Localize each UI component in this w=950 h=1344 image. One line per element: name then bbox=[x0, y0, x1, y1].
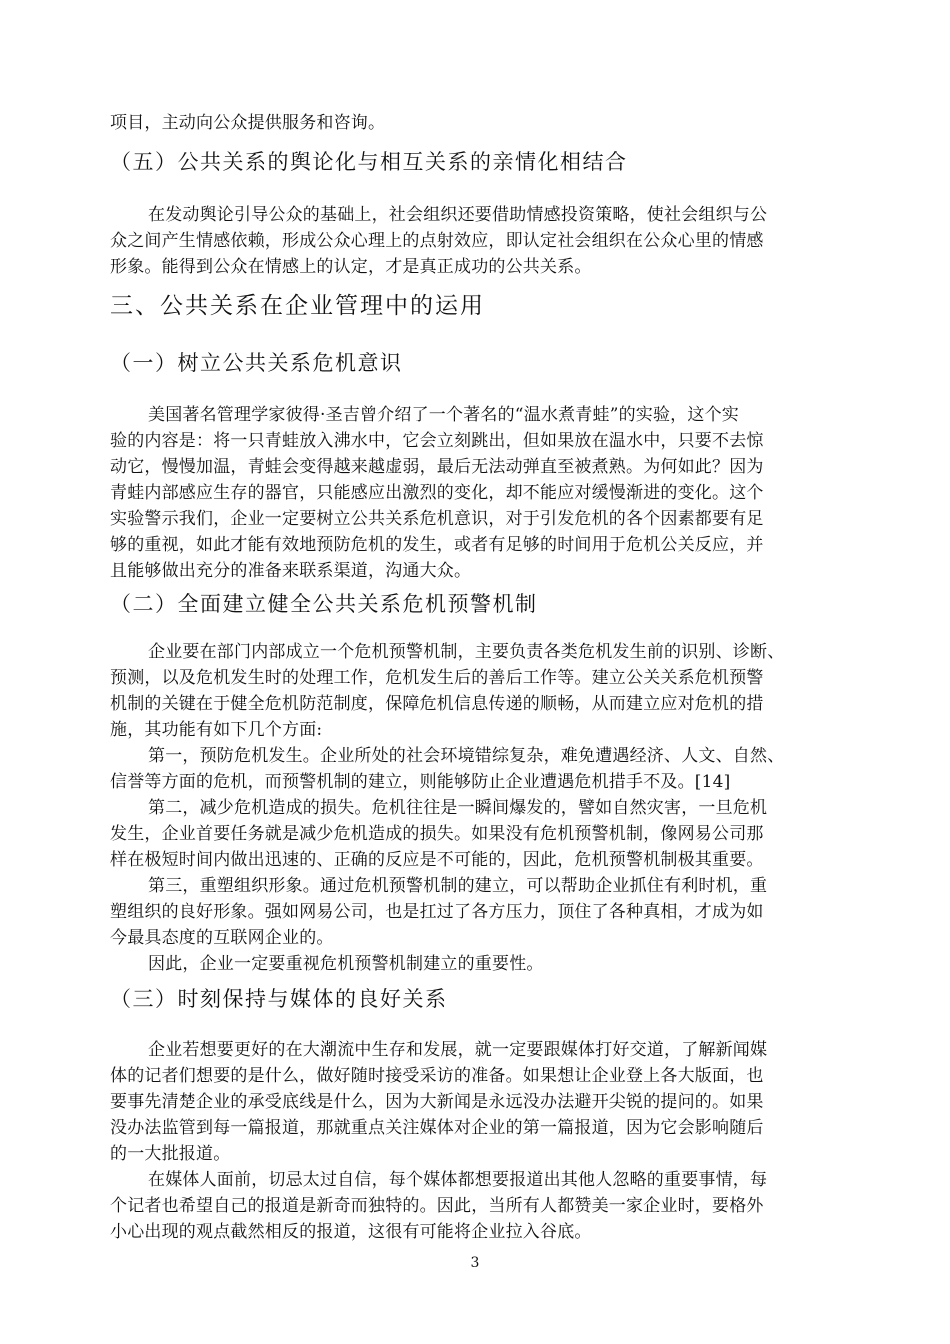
paragraph-line: 第一，预防危机发生。企业所处的社会环境错综复杂，难免遭遇经济、人文、自然、 bbox=[148, 746, 785, 766]
paragraph-line: 企业要在部门内部成立一个危机预警机制，主要负责各类危机发生前的识别、诊断、 bbox=[148, 642, 785, 662]
paragraph-line: 塑组织的良好形象。强如网易公司，也是扛过了各方压力，顶住了各种真相，才成为如 bbox=[110, 902, 764, 922]
paragraph-line: 在媒体人面前，切忌太过自信，每个媒体都想要报道出其他人忽略的重要事情，每 bbox=[148, 1170, 768, 1190]
page-number: 3 bbox=[470, 1255, 480, 1271]
paragraph-line: 在发动舆论引导公众的基础上，社会组织还要借助情感投资策略，使社会组织与公 bbox=[148, 205, 768, 225]
paragraph-line: 没办法监管到每一篇报道，那就重点关注媒体对企业的第一篇报道，因为它会影响随后 bbox=[110, 1118, 764, 1138]
paragraph-line: 美国著名管理学家彼得·圣吉曾介绍了一个著名的“温水煮青蛙”的实验，这个实 bbox=[148, 405, 739, 425]
chapter-heading-3: 三、公共关系在企业管理中的运用 bbox=[110, 293, 485, 319]
section-heading-5: （五）公共关系的舆论化与相互关系的亲情化相结合 bbox=[110, 150, 628, 174]
paragraph-line: 验的内容是：将一只青蛙放入沸水中，它会立刻跳出，但如果放在温水中，只要不去惊 bbox=[110, 431, 764, 451]
paragraph-line: 体的记者们想要的是什么，做好随时接受采访的准备。如果想让企业登上各大版面，也 bbox=[110, 1066, 764, 1086]
paragraph-line: 项目，主动向公众提供服务和咨询。 bbox=[110, 113, 386, 133]
paragraph-line: 且能够做出充分的准备来联系渠道，沟通大众。 bbox=[110, 561, 472, 581]
paragraph-line: 够的重视，如此才能有效地预防危机的发生，或者有足够的时间用于危机公关反应，并 bbox=[110, 535, 764, 555]
section-heading-1: （一）树立公共关系危机意识 bbox=[110, 351, 403, 375]
paragraph-line: 小心出现的观点截然相反的报道，这很有可能将企业拉入谷底。 bbox=[110, 1222, 592, 1242]
paragraph-line: 样在极短时间内做出迅速的、正确的反应是不可能的，因此，危机预警机制极其重要。 bbox=[110, 850, 764, 870]
paragraph-line: 众之间产生情感依赖，形成公众心理上的点射效应，即认定社会组织在公众心里的情感 bbox=[110, 231, 764, 251]
paragraph-line: 今最具态度的互联网企业的。 bbox=[110, 928, 334, 948]
paragraph-line: 形象。能得到公众在情感上的认定，才是真正成功的公共关系。 bbox=[110, 257, 592, 277]
paragraph-line: 青蛙内部感应生存的器官，只能感应出激烈的变化，却不能应对缓慢渐进的变化。这个 bbox=[110, 483, 764, 503]
paragraph-line: 的一大批报道。 bbox=[110, 1144, 231, 1164]
paragraph-line: 因此，企业一定要重视危机预警机制建立的重要性。 bbox=[148, 954, 544, 974]
paragraph-line: 机制的关键在于健全危机防范制度，保障危机信息传递的顺畅，从而建立应对危机的措 bbox=[110, 694, 764, 714]
paragraph-line: 动它，慢慢加温，青蛙会变得越来越虚弱，最后无法动弹直至被煮熟。为何如此？因为 bbox=[110, 457, 764, 477]
paragraph-line: 实验警示我们，企业一定要树立公共关系危机意识，对于引发危机的各个因素都要有足 bbox=[110, 509, 764, 529]
paragraph-line: 发生，企业首要任务就是减少危机造成的损失。如果没有危机预警机制，像网易公司那 bbox=[110, 824, 764, 844]
section-heading-2: （二）全面建立健全公共关系危机预警机制 bbox=[110, 592, 538, 616]
paragraph-line: 第三，重塑组织形象。通过危机预警机制的建立，可以帮助企业抓住有利时机，重 bbox=[148, 876, 768, 896]
paragraph-line: 信誉等方面的危机，而预警机制的建立，则能够防止企业遭遇危机措手不及。[14] bbox=[110, 772, 731, 792]
paragraph-line: 个记者也希望自己的报道是新奇而独特的。因此，当所有人都赞美一家企业时，要格外 bbox=[110, 1196, 764, 1216]
section-heading-3: （三）时刻保持与媒体的良好关系 bbox=[110, 987, 448, 1011]
paragraph-line: 企业若想要更好的在大潮流中生存和发展，就一定要跟媒体打好交道，了解新闻媒 bbox=[148, 1040, 768, 1060]
paragraph-line: 施，其功能有如下几个方面: bbox=[110, 720, 323, 740]
paragraph-line: 第二，减少危机造成的损失。危机往往是一瞬间爆发的，譬如自然灾害，一旦危机 bbox=[148, 798, 768, 818]
paragraph-line: 预测，以及危机发生时的处理工作，危机发生后的善后工作等。建立公关关系危机预警 bbox=[110, 668, 764, 688]
paragraph-line: 要事先清楚企业的承受底线是什么，因为大新闻是永远没办法避开尖锐的提问的。如果 bbox=[110, 1092, 764, 1112]
